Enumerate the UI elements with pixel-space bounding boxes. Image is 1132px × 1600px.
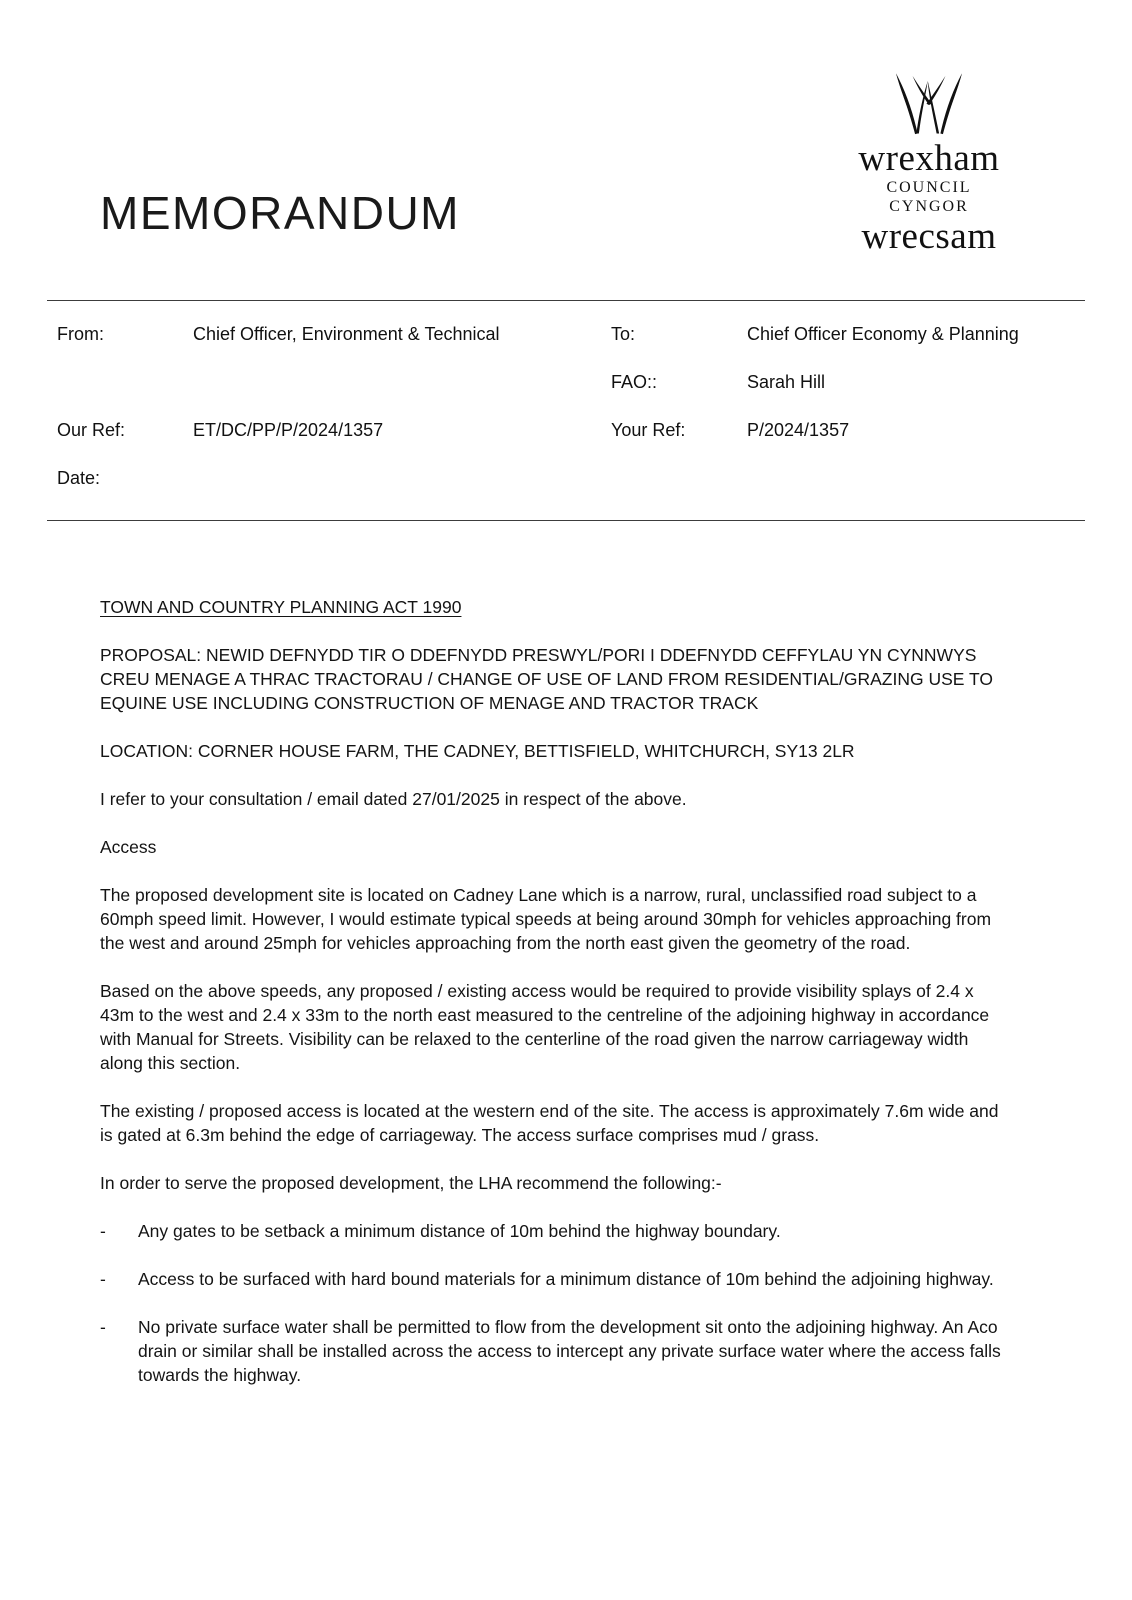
lha-recommendation-paragraph: In order to serve the proposed development, the LHA recommend the following:- <box>100 1173 722 1193</box>
list-item <box>100 1315 1012 1387</box>
page-title: MEMORANDUM <box>100 187 460 239</box>
meta-spacer <box>57 370 193 372</box>
bullet-dash: - <box>100 1317 106 1337</box>
consultation-reference-paragraph: I refer to your consultation / email dated 27/01/2025 in respect of the above. <box>100 789 687 809</box>
date-label: Date: <box>57 468 101 488</box>
bullet-hard-bound-surface: Access to be surfaced with hard bound materials for a minimum distance of 10m behind the adjoining highway. <box>138 1269 994 1289</box>
logo-council-welsh: CYNGOR <box>889 198 969 215</box>
wrexham-council-logo <box>844 72 1014 255</box>
memo-body <box>100 595 1012 1411</box>
list-item <box>100 1219 1012 1243</box>
memo-meta-block <box>57 322 1085 514</box>
act-heading: TOWN AND COUNTRY PLANNING ACT 1990 <box>100 597 462 617</box>
logo-council-english: COUNCIL <box>886 179 972 196</box>
proposal-paragraph: PROPOSAL: NEWID DEFNYDD TIR O DDEFNYDD PRESWYL/PORI I DDEFNYDD CEFFYLAU YN CYNNWYS CREU MENAGE A THRAC TRACTORAU / CHANGE OF USE OF LAND FROM RESIDENTIAL/GRAZING USE TO EQUINE USE INCLUDING CONSTRUCTION OF MENAGE AND TRACTOR TRACK <box>100 645 993 713</box>
fao-value: Sarah Hill <box>747 372 826 392</box>
our-ref-value: ET/DC/PP/P/2024/1357 <box>193 420 384 440</box>
bullet-gates-setback: Any gates to be setback a minimum distance of 10m behind the highway boundary. <box>138 1221 781 1241</box>
date-value <box>193 466 611 468</box>
from-value: Chief Officer, Environment & Technical <box>193 324 500 344</box>
your-ref-value: P/2024/1357 <box>747 420 850 440</box>
bullet-dash: - <box>100 1221 106 1241</box>
location-paragraph: LOCATION: CORNER HOUSE FARM, THE CADNEY, BETTISFIELD, WHITCHURCH, SY13 2LR <box>100 741 855 761</box>
our-ref-label: Our Ref: <box>57 420 126 440</box>
meta-spacer <box>611 466 747 468</box>
meta-divider <box>47 520 1085 521</box>
bullet-dash: - <box>100 1269 106 1289</box>
access-heading: Access <box>100 837 157 857</box>
existing-access-paragraph: The existing / proposed access is located at the western end of the site. The access is approximately 7.6m wide and is gated at 6.3m behind the edge of carriageway. The access surface comprises mud / grass. <box>100 1101 999 1145</box>
visibility-splays-paragraph: Based on the above speeds, any proposed / existing access would be required to provide visibility splays of 2.4 x 43m to the west and 2.4 x 33m to the north east measured to the centreline of the adjoining highway in accordance with Manual for Streets. Visibility can be relaxed to the centerline of the road given the narrow carriageway width along this section. <box>100 981 990 1073</box>
to-label: To: <box>611 324 636 344</box>
meta-spacer <box>747 466 1085 468</box>
list-item <box>100 1267 1012 1291</box>
to-value: Chief Officer Economy & Planning <box>747 324 1019 344</box>
logo-name-welsh: wrecsam <box>861 216 997 257</box>
site-description-paragraph: The proposed development site is located on Cadney Lane which is a narrow, rural, unclassified road subject to a 60mph speed limit. However, I would estimate typical speeds at being around 30mph for vehicles approaching from the west and around 25mph for vehicles approaching from the north east given the geometry of the road. <box>100 885 992 953</box>
header-divider <box>47 300 1085 301</box>
logo-name-english: wrexham <box>858 138 1000 179</box>
your-ref-label: Your Ref: <box>611 420 686 440</box>
fao-label: FAO:: <box>611 372 658 392</box>
meta-spacer <box>193 370 611 372</box>
from-label: From: <box>57 324 104 344</box>
wrexham-logo-icon <box>891 72 967 138</box>
bullet-surface-water: No private surface water shall be permitted to flow from the development sit onto the adjoining highway. An Aco drain or similar shall be installed across the access to intercept any private surface water where the access falls towards the highway. <box>138 1317 1001 1385</box>
